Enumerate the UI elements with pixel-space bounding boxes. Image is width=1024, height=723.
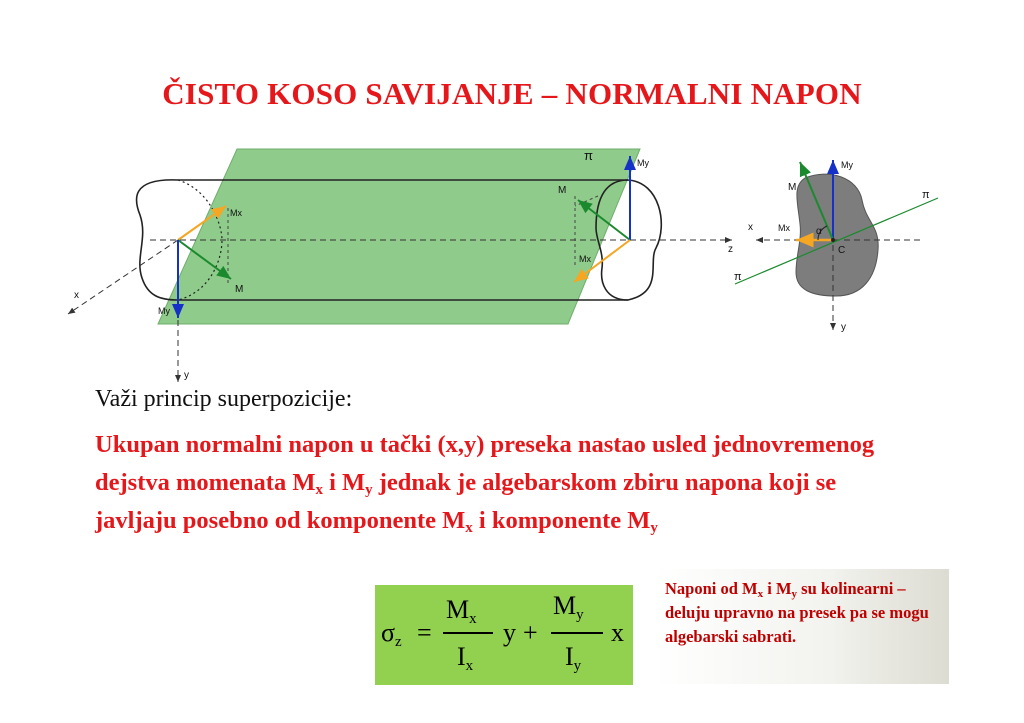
label-y-left: y <box>184 370 189 381</box>
label-my-left: My <box>158 306 170 316</box>
label-z: z <box>728 244 733 255</box>
stress-formula <box>375 585 633 685</box>
label-x-left: x <box>74 290 79 301</box>
section-label-y: y <box>841 322 846 333</box>
formula-fraction-bar-2 <box>551 632 603 634</box>
formula-den-ix: $I_x$ <box>457 642 474 674</box>
formula-num-mx: $M_x$ <box>446 595 477 627</box>
label-my-right: My <box>637 158 649 168</box>
cross-section <box>796 174 878 296</box>
label-pi-beam: π <box>584 148 593 163</box>
section-label-pi-right: π <box>922 189 930 201</box>
section-label-mx: Mx <box>778 223 790 233</box>
label-m-right: M <box>558 185 567 196</box>
loading-plane <box>158 149 640 324</box>
superposition-paragraph: Ukupan normalni napon u tački (x,y) preseka nastao usled jednovremenog dejstva momenata $M_x$ i $M_y$ jednak je algebarskom zbiru napona koji se javljaju posebno od komponente $M_x$ i komponente $M_y$ <box>95 431 875 536</box>
section-label-c: C <box>838 245 846 256</box>
formula-num-my: $M_y$ <box>553 591 584 623</box>
centroid-point <box>831 238 835 242</box>
section-label-pi-left: π <box>734 271 742 283</box>
formula-fraction-bar-1 <box>443 632 493 634</box>
section-label-my: My <box>841 160 853 170</box>
slide-title: ČISTO KOSO SAVIJANJE – NORMALNI NAPON <box>162 76 862 111</box>
x-axis <box>68 240 178 314</box>
formula-den-iy: $I_y$ <box>565 642 582 674</box>
label-m-left: M <box>235 284 244 295</box>
collinearity-note: Naponi od $M_x$ i $M_y$ su kolinearni – deluju upravno na presek pa se mogu algebarski sabrati. <box>655 569 949 684</box>
formula-plus: + <box>523 618 538 647</box>
formula-equals: = <box>417 618 432 647</box>
label-mx-right: Mx <box>579 254 591 264</box>
section-label-x: x <box>748 222 753 233</box>
section-label-m: M <box>788 182 797 193</box>
formula-var-y: y <box>503 618 516 647</box>
formula-var-x: x <box>611 618 624 647</box>
formula-sigma: $\sigma_z$ <box>381 618 402 650</box>
intro-text: Važi princip superpozicije: <box>95 386 353 412</box>
section-label-alpha: α <box>816 226 822 237</box>
label-mx-left: Mx <box>230 208 242 218</box>
